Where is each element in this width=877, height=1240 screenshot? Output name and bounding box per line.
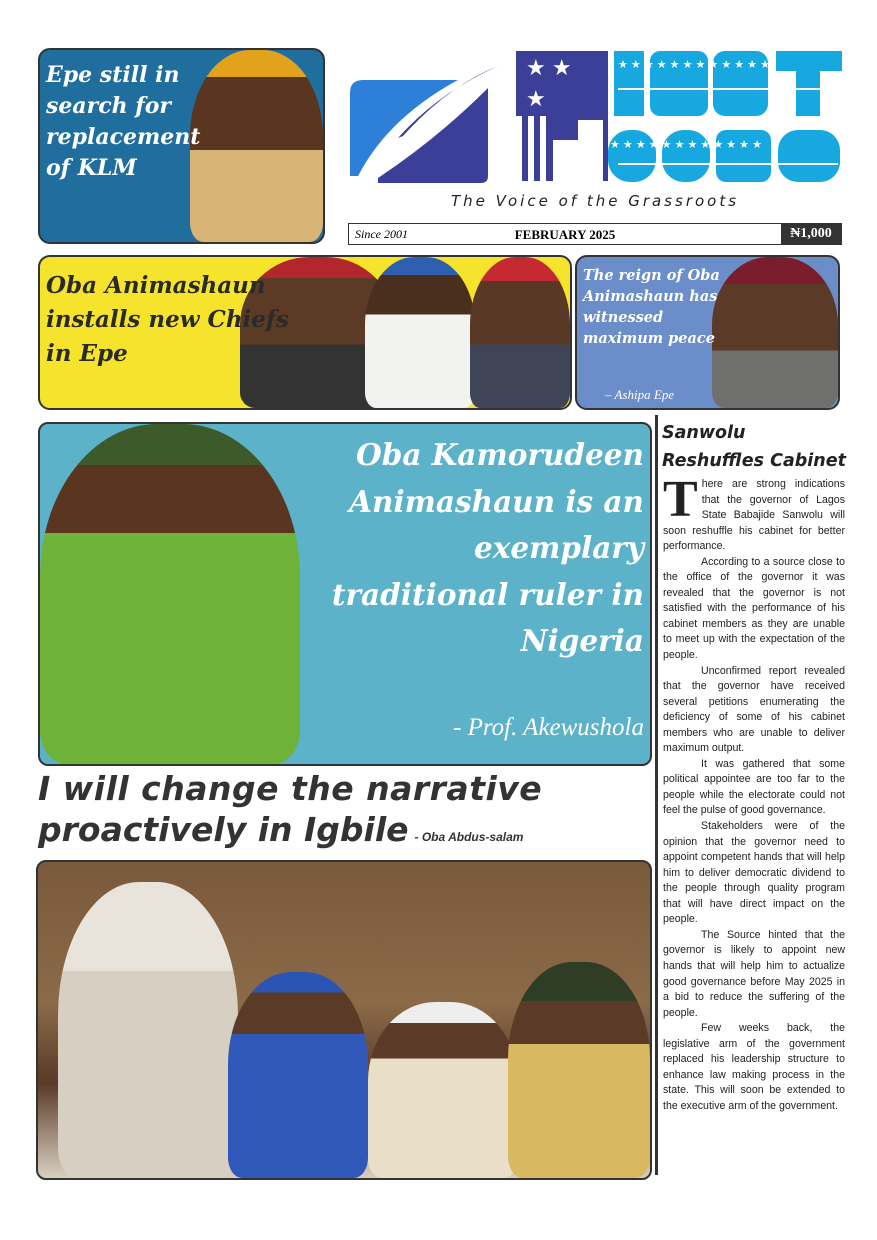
teaser-peace-headline: The reign of Oba Animashaun has witnessed maximum peace — [583, 267, 720, 347]
paragraph: Stakeholders were of the opinion that the governor need to appoint competent hands that will help him to deliver democratic dividend to the people through quality program that will have direct impact on the people. — [663, 820, 845, 926]
masthead-tagline: The Voice of the Grassroots — [450, 192, 740, 210]
headline-attribution: - Oba Abdus-salam — [414, 830, 524, 844]
masthead-logo — [348, 48, 842, 188]
issue-date: FEBRUARY 2025 — [514, 227, 616, 242]
price-badge: ₦1,000 — [781, 224, 841, 244]
since-label: Since 2001 — [355, 227, 408, 241]
main-feature-attribution: - Prof. Akewushola — [453, 714, 644, 741]
side-article-body — [663, 471, 845, 1114]
paragraph: The Source hinted that the governor is likely to appoint new hands that will help him to actualize good governance before May 2025 in a bid to reduce the suffering of the people. — [663, 928, 845, 1019]
paragraph: Unconfirmed report revealed that the governor have received several petitions enumerating the deficiency of some of his cabinet members who are unable to deliver maximum output. — [663, 664, 845, 755]
second-story-headline[interactable] — [38, 768, 653, 849]
svg-text:★: ★ — [526, 86, 546, 111]
paragraph: According to a source close to the office of the governor it was revealed that the governor is not satisfied with the performance of his cabinet members as they are unable to meet up with the expectation of the people. — [663, 555, 845, 662]
teaser-klm-headline: Epe still in search for replacement of KLM — [46, 62, 201, 181]
figure-cream-robe — [368, 1002, 518, 1178]
teaser-chiefs[interactable] — [38, 255, 572, 410]
main-feature[interactable] — [38, 422, 652, 766]
headline-line-1: I will change the narrative — [38, 769, 543, 808]
teaser-klm[interactable] — [38, 48, 325, 244]
issue-info-bar — [348, 223, 842, 245]
chief-photo-2 — [365, 257, 475, 408]
main-feature-quote: Oba Kamorudeen Animashaun is an exemplary traditional ruler in Nigeria — [331, 437, 644, 658]
oba-animashaun-photo — [40, 424, 300, 764]
side-article-title: Sanwolu Reshuffles Cabinet — [662, 423, 846, 471]
teaser-peace[interactable] — [575, 255, 840, 410]
side-article[interactable] — [655, 415, 848, 1175]
svg-text:★ ★ ★ ★ ★ ★ ★ ★ ★ ★ ★ ★: ★ ★ ★ ★ ★ ★ ★ ★ ★ ★ ★ ★ — [618, 59, 770, 71]
paragraph: Few weeks back, the legislative arm of the government replaced his leadership structure to enhance law making process in the state. This will soon be extended to the executive arm of the government. — [663, 1022, 845, 1112]
chief-photo-3 — [470, 257, 570, 408]
svg-text:★ ★: ★ ★ — [526, 55, 572, 80]
first-focus-logo-icon — [348, 48, 842, 188]
figure-white-robe — [58, 882, 238, 1178]
teaser-peace-attribution: – Ashipa Epe — [605, 387, 675, 402]
drop-cap: T — [663, 471, 698, 528]
svg-text:★ ★ ★ ★ ★ ★ ★ ★ ★ ★ ★ ★: ★ ★ ★ ★ ★ ★ ★ ★ ★ ★ ★ ★ — [610, 139, 762, 151]
paragraph: It was gathered that some political appointee are too far to the people while the electorate could not feel the pulse of good governance. — [663, 757, 845, 817]
figure-gold-robe — [508, 962, 650, 1178]
figure-blue-robe — [228, 972, 368, 1178]
igbile-meeting-photo — [36, 860, 652, 1180]
paragraph: here are strong indications that the governor of Lagos State Babajide Sanwolu will soon reshuffle his cabinet for better performance. — [663, 478, 845, 553]
teaser-chiefs-headline: Oba Animashaun installs new Chiefs in Epe — [46, 272, 289, 367]
headline-line-2: proactively in Igbile — [38, 810, 409, 849]
